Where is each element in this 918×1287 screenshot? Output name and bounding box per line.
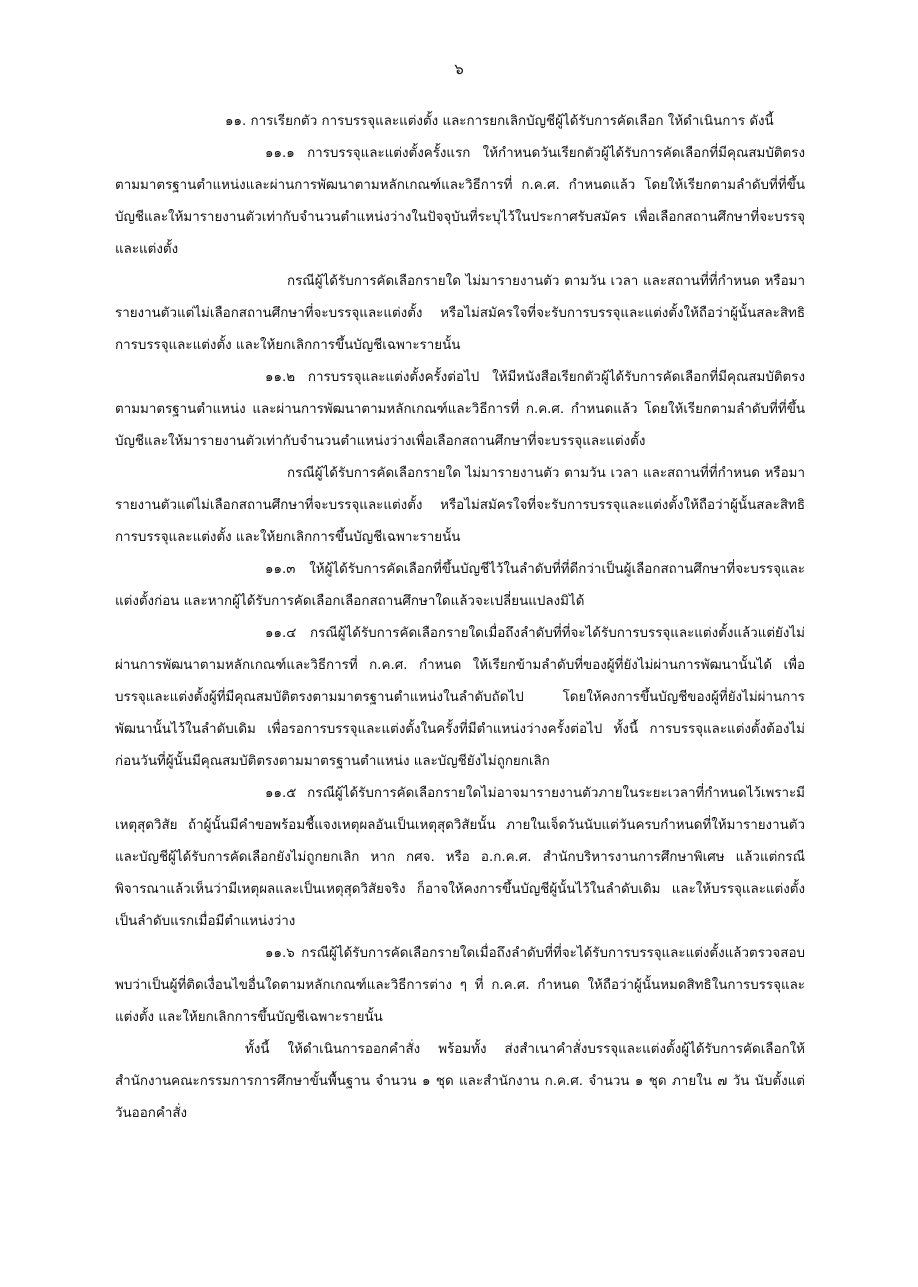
paragraph-11: ๑๑. การเรียกตัว การบรรจุและแต่งตั้ง และการยกเลิกบัญชีผู้ได้รับการคัดเลือก ให้ดำเนินการ ดังนี้ (225, 114, 774, 129)
paragraph-11-2: ๑๑.๒ การบรรจุและแต่งตั้งครั้งต่อไป ให้มีหนังสือเรียกตัวผู้ได้รับการคัดเลือกที่มีคุณสมบัติตรงตามมาตรฐานตำแหน่ง และผ่านการพัฒนาตามหลักเกณฑ์และวิธีการที่ ก.ค.ศ. กำหนดแล้ว โดยให้เรียกตามลำดับที่ที่ขึ้นบัญชีและให้มารายงานตัวเท่ากับจำนวนตำแหน่งว่างเพื่อเลือกสถานศึกษาที่จะบรรจุและแต่งตั้ง (115, 370, 805, 449)
paragraph-11-1-case: กรณีผู้ได้รับการคัดเลือกรายใด ไม่มารายงานตัว ตามวัน เวลา และสถานที่ที่กำหนด หรือมารายงานตัวแต่ไม่เลือกสถานศึกษาที่จะบรรจุและแต่งตั้ง หรือไม่สมัครใจที่จะรับการบรรจุและแต่งตั้งให้ถือว่าผู้นั้นสละสิทธิการบรรจุและแต่งตั้ง และให้ยกเลิกการขึ้นบัญชีเฉพาะรายนั้น (115, 274, 805, 353)
paragraph-11-5: ๑๑.๕ กรณีผู้ได้รับการคัดเลือกรายใดไม่อาจมารายงานตัวภายในระยะเวลาที่กำหนดไว้เพราะมีเหตุสุดวิสัย ถ้าผู้นั้นมีคำขอพร้อมชี้แจงเหตุผลอันเป็นเหตุสุดวิสัยนั้น ภายในเจ็ดวันนับแต่วันครบกำหนดที่ให้มารายงานตัว และบัญชีผู้ได้รับการคัดเลือกยังไม่ถูกยกเลิก หาก กศจ. หรือ อ.ก.ค.ศ. สำนักบริหารงานการศึกษาพิเศษ แล้วแต่กรณี พิจารณาแล้วเห็นว่ามีเหตุผลและเป็นเหตุสุดวิสัยจริง ก็อาจให้คงการขึ้นบัญชีผู้นั้นไว้ในลำดับเดิม และให้บรรจุและแต่งตั้งเป็นลำดับแรกเมื่อมีตำแหน่งว่าง (115, 786, 805, 929)
document-body (115, 106, 805, 1130)
paragraph-11-1: ๑๑.๑ การบรรจุและแต่งตั้งครั้งแรก ให้กำหนดวันเรียกตัวผู้ได้รับการคัดเลือกที่มีคุณสมบัติตรงตามมาตรฐานตำแหน่งและผ่านการพัฒนาตามหลักเกณฑ์และวิธีการที่ ก.ค.ศ. กำหนดแล้ว โดยให้เรียกตามลำดับที่ที่ขึ้นบัญชีและให้มารายงานตัวเท่ากับจำนวนตำแหน่งว่างในปัจจุบันที่ระบุไว้ในประกาศรับสมัคร เพื่อเลือกสถานศึกษาที่จะบรรจุและแต่งตั้ง (115, 146, 805, 257)
paragraph-11-2-case: กรณีผู้ได้รับการคัดเลือกรายใด ไม่มารายงานตัว ตามวัน เวลา และสถานที่ที่กำหนด หรือมารายงานตัวแต่ไม่เลือกสถานศึกษาที่จะบรรจุและแต่งตั้ง หรือไม่สมัครใจที่จะรับการบรรจุและแต่งตั้งให้ถือว่าผู้นั้นสละสิทธิการบรรจุและแต่งตั้ง และให้ยกเลิกการขึ้นบัญชีเฉพาะรายนั้น (115, 466, 805, 545)
paragraph-closing: ทั้งนี้ ให้ดำเนินการออกคำสั่ง พร้อมทั้ง ส่งสำเนาคำสั่งบรรจุและแต่งตั้งผู้ได้รับการคัดเลือกให้สำนักงานคณะกรรมการการศึกษาขั้นพื้นฐาน จำนวน ๑ ชุด และสำนักงาน ก.ค.ศ. จำนวน ๑ ชุด ภายใน ๗ วัน นับตั้งแต่วันออกคำสั่ง (115, 1042, 805, 1121)
paragraph-11-4: ๑๑.๔ กรณีผู้ได้รับการคัดเลือกรายใดเมื่อถึงลำดับที่ที่จะได้รับการบรรจุและแต่งตั้งแล้วแต่ยังไม่ผ่านการพัฒนาตามหลักเกณฑ์และวิธีการที่ ก.ค.ศ. กำหนด ให้เรียกข้ามลำดับที่ของผู้ที่ยังไม่ผ่านการพัฒนานั้นได้ เพื่อบรรจุและแต่งตั้งผู้ที่มีคุณสมบัติตรงตามมาตรฐานตำแหน่งในลำดับถัดไป โดยให้คงการขึ้นบัญชีของผู้ที่ยังไม่ผ่านการพัฒนานั้นไว้ในลำดับเดิม เพื่อรอการบรรจุและแต่งตั้งในครั้งที่มีตำแหน่งว่างครั้งต่อไป ทั้งนี้ การบรรจุและแต่งตั้งต้องไม่ก่อนวันที่ผู้นั้นมีคุณสมบัติตรงตามมาตรฐานตำแหน่ง และบัญชียังไม่ถูกยกเลิก (115, 626, 805, 769)
page-number: ๖ (454, 60, 464, 78)
paragraph-11-3: ๑๑.๓ ให้ผู้ได้รับการคัดเลือกที่ขึ้นบัญชีไว้ในลำดับที่ที่ดีกว่าเป็นผู้เลือกสถานศึกษาที่จะบรรจุและแต่งตั้งก่อน และหากผู้ได้รับการคัดเลือกเลือกสถานศึกษาใดแล้วจะเปลี่ยนแปลงมิได้ (115, 562, 805, 609)
paragraph-11-6: ๑๑.๖ กรณีผู้ได้รับการคัดเลือกรายใดเมื่อถึงลำดับที่ที่จะได้รับการบรรจุและแต่งตั้งแล้วตรวจสอบพบว่าเป็นผู้ที่ติดเงื่อนไขอื่นใดตามหลักเกณฑ์และวิธีการต่าง ๆ ที่ ก.ค.ศ. กำหนด ให้ถือว่าผู้นั้นหมดสิทธิในการบรรจุและแต่งตั้ง และให้ยกเลิกการขึ้นบัญชีเฉพาะรายนั้น (115, 946, 805, 1025)
